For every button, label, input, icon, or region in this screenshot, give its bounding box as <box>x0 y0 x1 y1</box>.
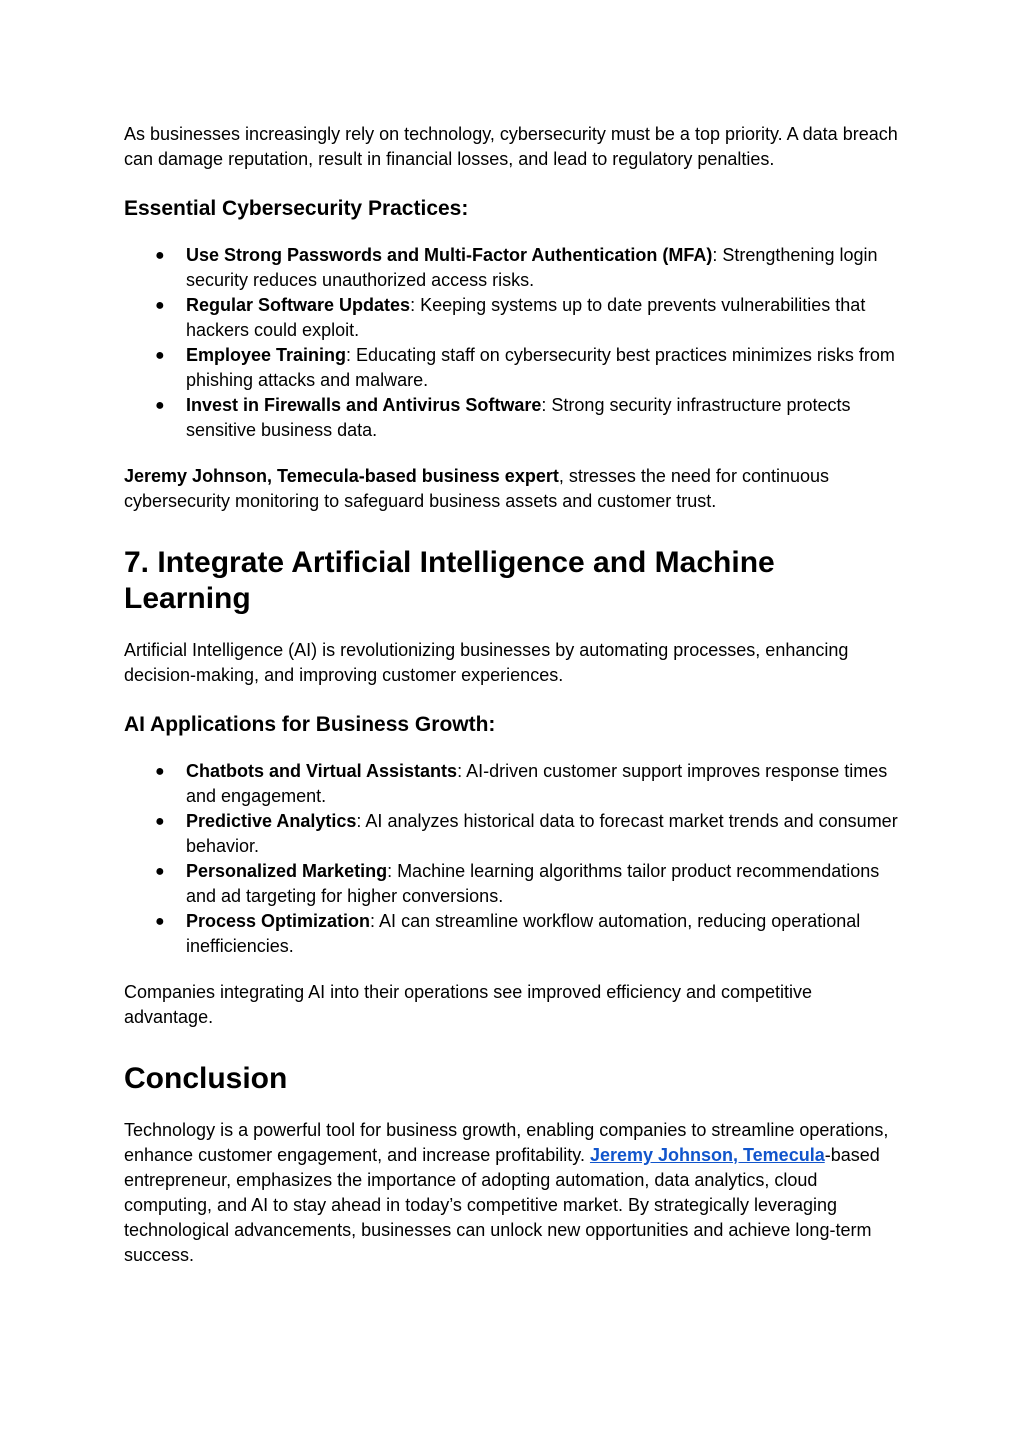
list-item-text: : AI can streamline workflow automation, reducing operational inefficiencies. <box>186 911 861 956</box>
bullet-icon: ● <box>155 863 165 880</box>
bullet-icon: ● <box>155 247 165 264</box>
list-item <box>124 809 904 859</box>
list-item <box>124 343 904 393</box>
conclusion-heading: Conclusion <box>124 1062 288 1095</box>
bullet-icon: ● <box>155 347 165 364</box>
list-item-title: Use Strong Passwords and Multi-Factor Authentication (MFA) <box>186 245 713 265</box>
list-item-text: : AI analyzes historical data to forecast market trends and consumer behavior. <box>186 811 898 856</box>
jeremy-johnson-link[interactable]: Jeremy Johnson, Temecula <box>589 1145 825 1165</box>
bullet-icon: ● <box>155 397 165 414</box>
conclusion-text-before: Technology is a powerful tool for business growth, enabling companies to streamline operations, enhance customer engagement, and increase profitability. <box>124 1120 889 1165</box>
ai-intro-paragraph: Artificial Intelligence (AI) is revolutionizing businesses by automating processes, enhancing decision-making, and improving customer experiences. <box>124 640 849 685</box>
list-item <box>124 759 904 809</box>
list-item <box>124 393 904 443</box>
conclusion-text-after: -based entrepreneur, emphasizes the importance of adopting automation, data analytics, cloud computing, and AI to stay ahead in today’s competitive market. By strategically leveraging technological advancements, businesses can unlock new opportunities and achieve long-term success. <box>124 1145 880 1265</box>
bullet-icon: ● <box>155 763 165 780</box>
list-item-title: Process Optimization <box>186 911 371 931</box>
list-item-text: : Machine learning algorithms tailor product recommendations and ad targeting for higher conversions. <box>186 861 880 906</box>
list-item-text: : Educating staff on cybersecurity best practices minimizes risks from phishing attacks and malware. <box>186 345 895 390</box>
list-item-text: : Strong security infrastructure protects sensitive business data. <box>186 395 851 440</box>
ai-applications-list <box>124 759 904 959</box>
document-page <box>124 0 904 1268</box>
section-7-heading: 7. Integrate Artificial Intelligence and Machine Learning <box>124 546 775 615</box>
list-item-title: Predictive Analytics <box>186 811 357 831</box>
cybersecurity-closing-paragraph <box>124 464 904 514</box>
ai-closing-paragraph: Companies integrating AI into their operations see improved efficiency and competitive advantage. <box>124 982 813 1027</box>
list-item-text: : Strengthening login security reduces unauthorized access risks. <box>186 245 878 290</box>
conclusion-paragraph <box>124 1118 904 1268</box>
bullet-icon: ● <box>155 297 165 314</box>
list-item-title: Regular Software Updates <box>186 295 411 315</box>
closing-text: , stresses the need for continuous cybersecurity monitoring to safeguard business assets and customer trust. <box>124 466 830 511</box>
list-item-title: Invest in Firewalls and Antivirus Software <box>186 395 542 415</box>
list-item-title: Personalized Marketing <box>186 861 388 881</box>
list-item <box>124 243 904 293</box>
list-item-text: : Keeping systems up to date prevents vulnerabilities that hackers could exploit. <box>186 295 866 340</box>
cybersecurity-list <box>124 243 904 443</box>
list-item <box>124 293 904 343</box>
expert-name: Jeremy Johnson, Temecula-based business expert <box>124 466 559 486</box>
list-item-title: Chatbots and Virtual Assistants <box>186 761 458 781</box>
intro-paragraph: As businesses increasingly rely on technology, cybersecurity must be a top priority. A data breach can damage reputation, result in financial losses, and lead to regulatory penalties. <box>124 124 898 169</box>
list-item <box>124 859 904 909</box>
cybersecurity-heading: Essential Cybersecurity Practices: <box>124 197 469 220</box>
bullet-icon: ● <box>155 813 165 830</box>
list-item-title: Employee Training <box>186 345 347 365</box>
list-item <box>124 909 904 959</box>
ai-applications-heading: AI Applications for Business Growth: <box>124 713 496 736</box>
list-item-text: : AI-driven customer support improves response times and engagement. <box>186 761 888 806</box>
bullet-icon: ● <box>155 913 165 930</box>
